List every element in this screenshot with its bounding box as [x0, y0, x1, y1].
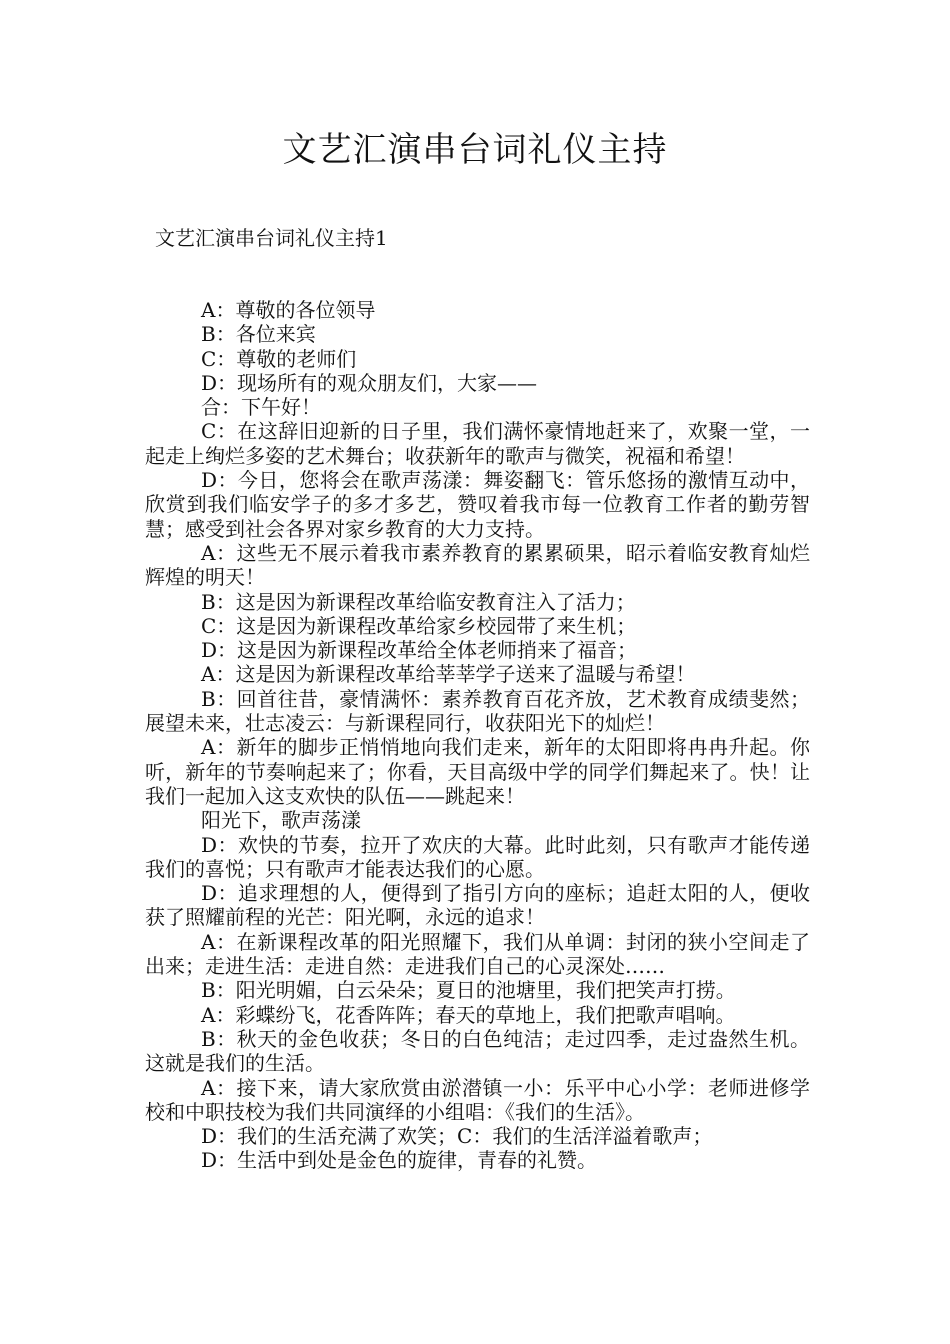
paragraph: D：今日，您将会在歌声荡漾：舞姿翻飞：管乐悠扬的激情互动中，欣赏到我们临安学子的多才多艺，赞叹着我市每一位教育工作者的勤劳智慧；感受到社会各界对家乡教育的大力支持。 [145, 468, 810, 541]
paragraph: A：接下来，请大家欣赏由淤潜镇一小：乐平中心小学：老师进修学校和中职技校为我们共同演绎的小组唱：《我们的生活》。 [145, 1075, 810, 1124]
paragraph: B：回首往昔，豪情满怀：素养教育百花齐放，艺术教育成绩斐然；展望未来，壮志凌云：与新课程同行，收获阳光下的灿烂！ [145, 686, 810, 736]
paragraph: D：现场所有的观众朋友们，大家—— [201, 370, 538, 395]
paragraph: A：在新课程改革的阳光照耀下，我们从单调：封闭的狭小空间走了出来；走进生活：走进自然：走进我们自己的心灵深处…… [145, 929, 810, 979]
paragraph: B：阳光明媚，白云朵朵；夏日的池塘里，我们把笑声打捞。 [201, 978, 736, 1003]
paragraph: B：各位来宾 [201, 322, 316, 347]
paragraph: A：尊敬的各位领导 [201, 298, 376, 322]
paragraph: D：这是因为新课程改革给全体老师捎来了福音； [201, 638, 638, 663]
paragraph: 合：下午好！ [201, 395, 321, 420]
paragraph: B：这是因为新课程改革给临安教育注入了活力； [201, 589, 636, 614]
paragraph: 阳光下，歌声荡漾 [201, 808, 361, 833]
paragraph: A：彩蝶纷飞，花香阵阵；春天的草地上，我们把歌声唱响。 [201, 1002, 736, 1027]
paragraph: D：生活中到处是金色的旋律，青春的礼赞。 [201, 1148, 598, 1173]
paragraph: C：在这辞旧迎新的日子里，我们满怀豪情地赶来了，欢聚一堂，一起走上绚烂多姿的艺术舞台；收获新年的歌声与微笑，祝福和希望！ [145, 419, 810, 468]
paragraph: C：这是因为新课程改革给家乡校园带了来生机； [201, 613, 637, 638]
paragraph: B：秋天的金色收获；冬日的白色纯洁；走过四季，走过盎然生机。这就是我们的生活。 [145, 1026, 810, 1076]
section-heading: 文艺汇演串台词礼仪主持1 [155, 226, 388, 250]
document-title: 文艺汇演串台词礼仪主持 [282, 130, 668, 170]
paragraph: C：尊敬的老师们 [201, 346, 357, 371]
document-body [145, 298, 810, 1173]
paragraph: A：这些无不展示着我市素养教育的累累硕果，昭示着临安教育灿烂辉煌的明天！ [145, 540, 810, 590]
paragraph: D：追求理想的人，便得到了指引方向的座标；追赶太阳的人，便收获了照耀前程的光芒：阳光啊，永远的追求！ [145, 881, 810, 930]
paragraph: A：新年的脚步正悄悄地向我们走来，新年的太阳即将冉冉升起。你听，新年的节奏响起来了；你看，天目高级中学的同学们舞起来了。快！让我们一起加入这支欢快的队伍——跳起来！ [145, 735, 810, 808]
paragraph: D：欢快的节奏，拉开了欢庆的大幕。此时此刻，只有歌声才能传递我们的喜悦；只有歌声才能表达我们的心愿。 [145, 832, 810, 881]
paragraph: A：这是因为新课程改革给莘莘学子送来了温暖与希望！ [201, 662, 696, 687]
paragraph: D：我们的生活充满了欢笑；C：我们的生活洋溢着歌声； [201, 1124, 713, 1149]
